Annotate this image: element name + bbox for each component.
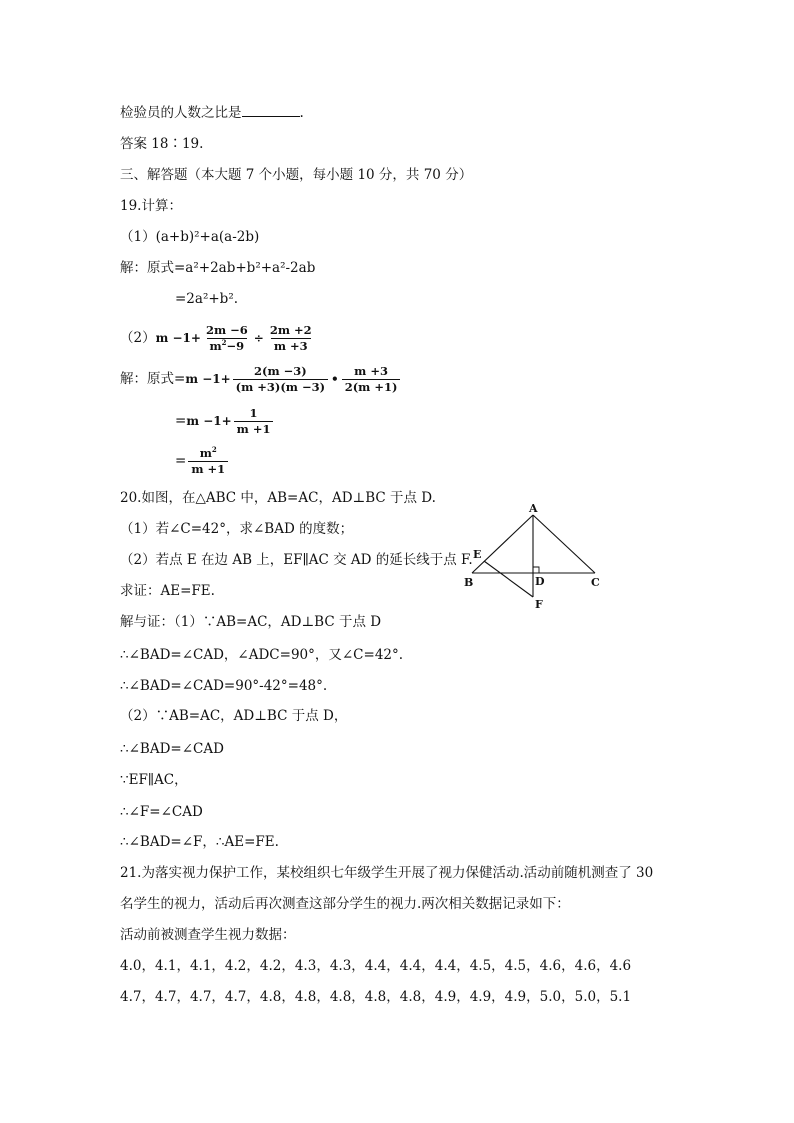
answer-blank (242, 104, 300, 117)
q21-intro-1: 21.为落实视力保护工作，某校组织七年级学生开展了视力保健活动.活动前随机测查了 30 (120, 865, 654, 881)
section-heading: 三、解答题（本大题 7 个小题，每小题 10 分，共 70 分） (120, 167, 473, 183)
fraction-numerator: 2(m −3) (254, 363, 307, 378)
equals-sign: = (175, 453, 187, 469)
fraction-numerator: 1 (249, 405, 258, 420)
num-exponent: 2 (211, 444, 217, 454)
q20-solution-7: ∴∠F=∠CAD (120, 804, 203, 820)
segment-EF (484, 561, 533, 597)
q21-data-heading: 活动前被测查学生视力数据： (120, 927, 296, 943)
q20-solution-3: ∴∠BAD=∠CAD=90°-42°=48°. (120, 678, 328, 694)
q19-part2-label: （2） (120, 330, 156, 346)
step2-expression (186, 407, 275, 436)
den-base: m (209, 338, 222, 353)
label-C: C (591, 576, 600, 589)
expr-term: m −1+ (155, 331, 201, 345)
expr-term: m −1+ (186, 414, 232, 428)
fraction-numerator: 2m +2 (269, 322, 312, 337)
q19-title: 19.计算： (120, 198, 182, 214)
q19-part2-step3 (175, 443, 230, 479)
fraction (188, 444, 228, 476)
q20-part2: （2）若点 E 在边 AB 上，EF∥AC 交 AD 的延长线于点 F. (120, 552, 473, 568)
label-A: A (529, 502, 538, 515)
label-D: D (535, 575, 545, 588)
step1-expression (185, 365, 402, 394)
fraction-denominator (207, 338, 248, 353)
fraction-numerator: m +3 (354, 363, 388, 378)
fraction-denominator: m +3 (271, 338, 311, 353)
solution-label: 解：原式= (120, 371, 186, 387)
label-F: F (535, 598, 543, 611)
den-exponent: 2 (221, 337, 227, 347)
fraction-1 (203, 324, 251, 353)
equals-sign: = (175, 413, 187, 429)
q19-part2 (120, 320, 317, 356)
answer-line: 答案 18∶19. (120, 136, 204, 152)
q20-part1: （1）若∠C=42°，求∠BAD 的度数； (120, 521, 354, 537)
line-ratio (120, 104, 304, 122)
multiply-dot: • (331, 372, 339, 386)
segment-AB (472, 515, 533, 573)
fraction-denominator: 2(m +1) (342, 379, 401, 394)
q20-title: 20.如图，在△ABC 中，AB=AC，AD⊥BC 于点 D. (120, 490, 436, 506)
q20-solution-6: ∵EF∥AC， (120, 772, 188, 788)
q20-solution-4: （2）∵AB=AC，AD⊥BC 于点 D， (120, 708, 348, 724)
fraction-denominator: (m +3)(m −3) (233, 379, 328, 394)
fraction-denominator: m +1 (234, 421, 274, 436)
q19-part2-expression (156, 324, 317, 353)
q21-data-row-1: 4.0，4.1，4.1，4.2，4.2，4.3，4.3，4.4，4.4，4.4，4.5，4.5，4.6，4.6，4.6 (120, 958, 632, 974)
q19-part2-step2 (175, 403, 275, 439)
segment-AC (533, 515, 595, 573)
fraction-1 (233, 365, 328, 394)
label-E: E (473, 548, 482, 561)
q19-part1-solution: 解：原式=a²+2ab+b²+a²-2ab (120, 260, 316, 276)
q20-solution-2: ∴∠BAD=∠CAD，∠ADC=90°，又∠C=42°. (120, 647, 404, 663)
q20-solution-1: 解与证：（1）∵AB=AC，AD⊥BC 于点 D (120, 614, 382, 630)
q19-part1-result: =2a²+b². (175, 291, 239, 307)
q19-part2-step1 (120, 361, 402, 397)
expr-term: m −1+ (185, 372, 231, 386)
q19-part1: （1）(a+b)²+a(a-2b) (120, 229, 260, 245)
num-base: m (199, 445, 212, 460)
fraction-denominator: m +1 (188, 461, 228, 476)
fraction-numerator (197, 444, 220, 461)
q21-intro-2: 名学生的视力，活动后再次测查这部分学生的视力.两次相关数据记录如下： (120, 896, 570, 912)
q20-prove: 求证：AE=FE. (120, 583, 215, 599)
triangle-figure (460, 500, 610, 615)
ratio-text: 检验员的人数之比是 (120, 105, 242, 121)
q21-data-row-2: 4.7，4.7，4.7，4.7，4.8，4.8，4.8，4.8，4.8，4.9，4.9，4.9，5.0，5.0，5.1 (120, 989, 632, 1005)
den-tail: −9 (226, 338, 245, 353)
fraction-numerator: 2m −6 (205, 322, 248, 337)
fraction-2 (342, 365, 401, 394)
q20-solution-8: ∴∠BAD=∠F，∴AE=FE. (120, 834, 279, 850)
q20-solution-5: ∴∠BAD=∠CAD (120, 741, 224, 757)
fraction (234, 407, 274, 436)
fraction-2 (267, 324, 315, 353)
step3-expression (186, 444, 230, 476)
divide-sign: ÷ (253, 331, 264, 345)
right-angle-mark (533, 567, 539, 573)
ratio-end: . (299, 105, 304, 121)
label-B: B (464, 576, 474, 589)
